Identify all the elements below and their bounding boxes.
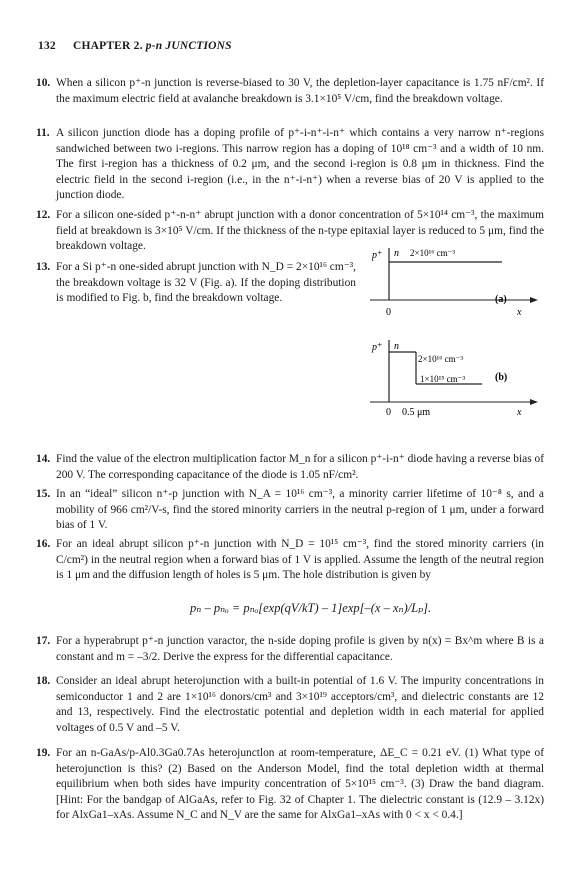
- problem-text: Consider an ideal abrupt heterojunction with a built-in potential of 1.6 V. The impurity concentrations in semiconductor 1 and 2 are 1×10¹⁶ donors/cm³ and 3×10¹⁹ acceptors/cm³, and dielectric constants are 12 and 13, respectively. Find the electrostatic potential and depletion width in each material for applied voltages of 0.5 V and –5 V.: [56, 675, 544, 734]
- problem-number: 14.: [36, 453, 51, 465]
- problem-number: 11.: [36, 127, 50, 139]
- equation-lhs: pₙ – pₙₒ: [190, 601, 229, 615]
- fig-b-n-label: n: [394, 341, 399, 352]
- page-number: 132: [38, 40, 56, 52]
- doping-profile-figure: [362, 244, 552, 440]
- problem-number: 15.: [36, 488, 51, 500]
- fig-b-doping-high-label: 2×10¹⁶ cm⁻³: [418, 354, 464, 364]
- chapter-label: CHAPTER 2.: [72, 40, 143, 52]
- equation-rhs: = pₙₒ[exp(qV/kT) – 1]exp[–(x – xₙ)/Lₚ].: [231, 601, 432, 615]
- problem-number: 16.: [36, 538, 51, 550]
- problem-text: For a hyperabrupt p⁺-n junction varactor, the n-side doping profile is given by n(x) = Bx^m where B is a constant and m = –3/2. Derive the express for the differential capacitance.: [56, 635, 544, 663]
- fig-a-p-label: p⁺: [372, 250, 383, 261]
- problem-14: [36, 452, 544, 483]
- problem-text: For a Si p⁺-n one-sided abrupt junction with N_D = 2×10¹⁶ cm⁻³, the breakdown voltage is 32 V (Fig. a). If the doping distribution is modified to Fig. b, find the breakdown voltage.: [56, 261, 356, 305]
- problem-number: 10.: [36, 77, 51, 89]
- problem-11: [36, 126, 544, 204]
- fig-b-step-label: 0.5 μm: [402, 407, 431, 418]
- fig-a-n-label: n: [394, 248, 399, 259]
- fig-a-origin: 0: [386, 307, 391, 318]
- problem-17: [36, 634, 544, 665]
- problem-16: [36, 537, 544, 584]
- problem-18: [36, 674, 544, 736]
- fig-a-axis-label: x: [517, 307, 522, 318]
- fig-b-axis-arrow: [530, 399, 538, 405]
- fig-b-p-label: p⁺: [372, 342, 383, 353]
- problem-10: [36, 76, 544, 107]
- problem-text: In an “ideal” silicon n⁺-p junction with N_A = 10¹⁶ cm⁻³, a minority carrier lifetime of 10⁻⁸ s, and a mobility of 966 cm²/V-s, find the stored minority carriers in the neutral p-region of 1 μm, under a forward bias of 1 V.: [56, 488, 544, 532]
- problem-number: 12.: [36, 209, 51, 221]
- problem-15: [36, 487, 544, 534]
- problem-text: When a silicon p⁺-n junction is reverse-biased to 30 V, the depletion-layer capacitance is 1.75 nF/cm². If the maximum electric field at avalanche breakdown is 3.1×10⁵ V/cm, find the breakdown voltage.: [56, 77, 544, 105]
- fig-b-axis-label: x: [517, 407, 522, 418]
- hole-distribution-equation: [190, 600, 431, 616]
- fig-b-panel-label: (b): [495, 372, 508, 383]
- problem-text: For a silicon one-sided p⁺-n-n⁺ abrupt junction with a donor concentration of 5×10¹⁴ cm⁻³, the maximum field at breakdown is 3×10⁵ V/cm. If the thickness of the n-type epitaxial layer is reduced to 5 μm, find the breakdown voltage.: [56, 209, 544, 253]
- fig-b-doping-low-label: 1×10¹⁵ cm⁻³: [420, 374, 466, 384]
- chapter-title: p-n JUNCTIONS: [145, 40, 232, 52]
- page-header: [38, 40, 232, 52]
- problem-text: For an n-GaAs/p-Al0.3Ga0.7As heterojunctlon at room-temperature, ΔE_C = 0.21 eV. (1) What type of heterojunction is this? (2) Based on the Anderson Model, find the total depletion width at thermal equilibrium when both sides have impurity concentration of 5×10¹⁵ cm⁻³. (3) Draw the band diagram. [Hint: For the bandgap of AlGaAs, refer to Fig. 32 of Chapter 1. The dielectric constant is (12.9 – 3.12x) for AlxGa1–xAs. Assume N_C and N_V are the same for AlxGa1–xAs with 0 < x < 0.4.]: [56, 747, 544, 822]
- problem-13: [36, 260, 356, 307]
- fig-a-panel-label: (a): [495, 294, 507, 305]
- fig-b-origin: 0: [386, 407, 391, 418]
- problem-text: For an ideal abrupt silicon p⁺-n junction with N_D = 10¹⁵ cm⁻³, find the stored minority carriers (in C/cm²) in the neutral region when a forward bias of 1 V is applied. Assume the length of the neutral region is 1 μm and the diffusion length of holes is 5 μm. The hole distribution is given by: [56, 538, 544, 582]
- problem-text: A silicon junction diode has a doping profile of p⁺-i-n⁺-i-n⁺ which contains a very narrow n⁺-regions sandwiched between two i-regions. This narrow region has a doping of 10¹⁸ cm⁻³ and a width of 10 nm. The first i-region has a thickness of 0.2 μm, and the second i-region is 0.8 μm in thickness. Find the electric field in the second i-region (i.e., in the n⁺-i-n⁺) when a reverse bias of 20 V is applied to the junction diode.: [56, 127, 544, 202]
- problem-number: 13.: [36, 261, 51, 273]
- fig-a-axis-arrow: [530, 297, 538, 303]
- problem-19: [36, 746, 544, 824]
- problem-number: 17.: [36, 635, 51, 647]
- problem-number: 18.: [36, 675, 51, 687]
- problem-number: 19.: [36, 747, 51, 759]
- problem-text: Find the value of the electron multiplication factor M_n for a silicon p⁺-i-n⁺ diode having a reverse bias of 200 V. The corresponding capacitance of the diode is 1.05 nF/cm².: [56, 453, 544, 481]
- fig-a-doping-label: 2×10¹⁶ cm⁻³: [410, 248, 456, 258]
